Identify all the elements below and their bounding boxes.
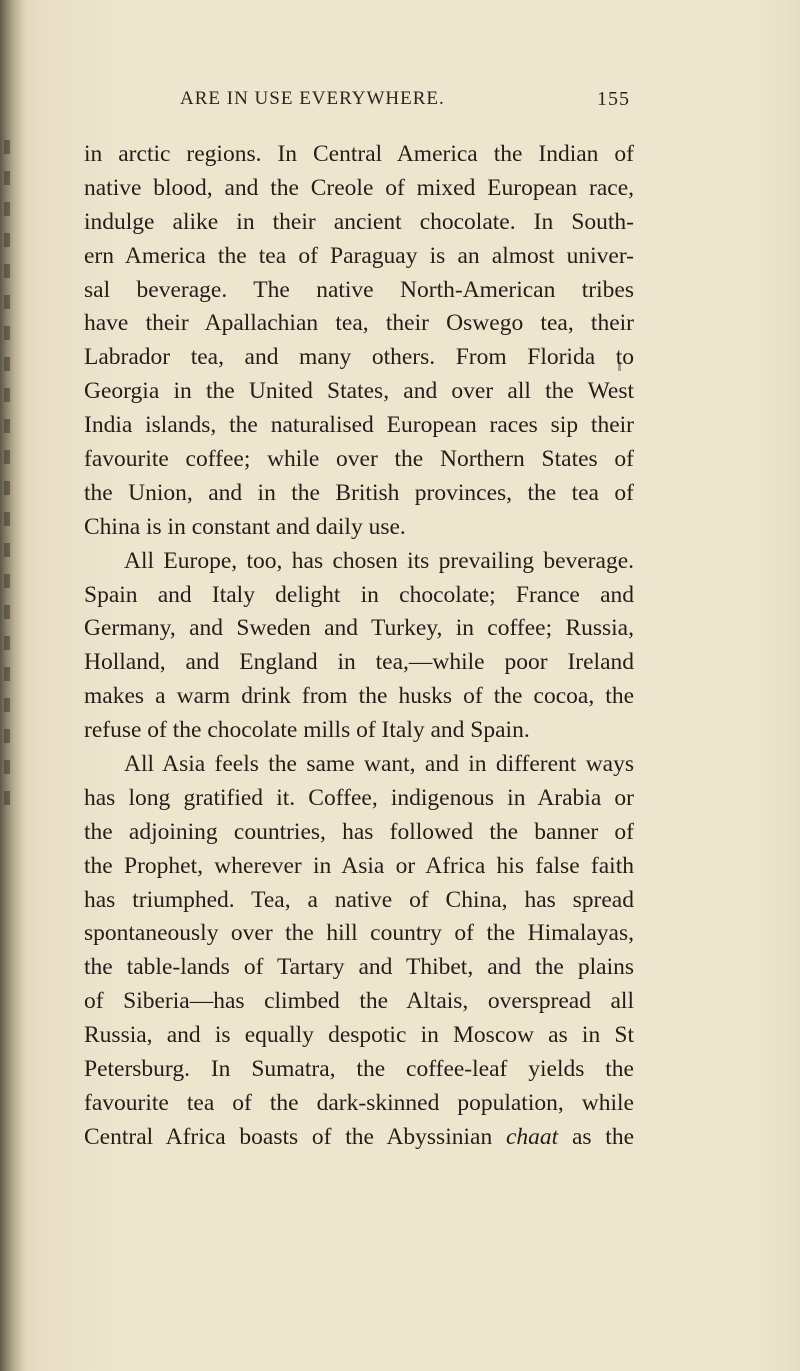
text-line: spontaneously over the hill country of the Himalayas, — [84, 920, 634, 947]
text-line: Germany, and Sweden and Turkey, in coffee; Russia, — [84, 615, 634, 642]
text-line: indulge alike in their ancient chocolate. In South- — [84, 208, 634, 235]
page-gutter — [0, 0, 26, 1371]
text-line: Georgia in the United States, and over all the West — [84, 378, 634, 405]
running-title: ARE IN USE EVERYWHERE. — [180, 88, 445, 109]
text-line: makes a warm drink from the husks of the cocoa, the — [84, 683, 634, 710]
paragraph-1 — [84, 138, 634, 545]
paragraph-3 — [84, 748, 634, 1155]
text-line: favourite tea of the dark-skinned population, while — [84, 1089, 634, 1116]
text-line: the table-lands of Tartary and Thibet, and the plains — [84, 954, 634, 981]
text-line: Spain and Italy delight in chocolate; France and — [84, 581, 634, 608]
text-line: in arctic regions. In Central America the Indian of — [84, 141, 634, 167]
text-line: ern America the tea of Paraguay is an almost univer- — [84, 242, 634, 269]
text-line: Petersburg. In Sumatra, the coffee-leaf yields the — [84, 1056, 634, 1083]
italic-word: chaat — [505, 1123, 559, 1150]
body-text — [84, 138, 634, 1155]
text-line: All Europe, too, has chosen its prevailing beverage. — [124, 547, 634, 574]
text-line: the Union, and in the British provinces, the tea of — [84, 479, 634, 506]
text-line: All Asia feels the same want, and in different ways — [124, 751, 634, 778]
text-line: sal beverage. The native North-American tribes — [84, 276, 634, 303]
text-line: Holland, and England in tea,—while poor Ireland — [84, 649, 634, 676]
final-line-end: as the — [558, 1123, 634, 1150]
gutter-marks — [4, 140, 14, 840]
text-line: Labrador tea, and many others. From Florida to — [84, 344, 634, 371]
page-number: 155 — [597, 88, 630, 110]
text-line: favourite coffee; while over the Northern States of — [84, 446, 634, 473]
text-line: native blood, and the Creole of mixed European race, — [84, 174, 634, 201]
text-line: has long gratified it. Coffee, indigenous in Arabia or — [84, 784, 634, 811]
text-line: Russia, and is equally despotic in Moscow as in St — [84, 1022, 634, 1049]
text-line: has triumphed. Tea, a native of China, has spread — [84, 886, 634, 913]
text-line: of Siberia—has climbed the Altais, overspread all — [84, 988, 634, 1015]
text-line-final — [84, 1121, 634, 1155]
running-head — [180, 88, 630, 112]
paragraph-2 — [84, 545, 634, 748]
text-line: China is in constant and daily use. — [84, 513, 406, 540]
text-line: refuse of the chocolate mills of Italy and Spain. — [84, 717, 530, 744]
text-line: have their Apallachian tea, their Oswego tea, their — [84, 310, 634, 337]
text-line: the adjoining countries, has followed the banner of — [84, 818, 634, 845]
text-line: India islands, the naturalised European races sip their — [84, 412, 634, 439]
final-line-start: Central Africa boasts of the Abyssinian — [84, 1123, 506, 1150]
text-line: the Prophet, wherever in Asia or Africa his false faith — [84, 852, 634, 879]
